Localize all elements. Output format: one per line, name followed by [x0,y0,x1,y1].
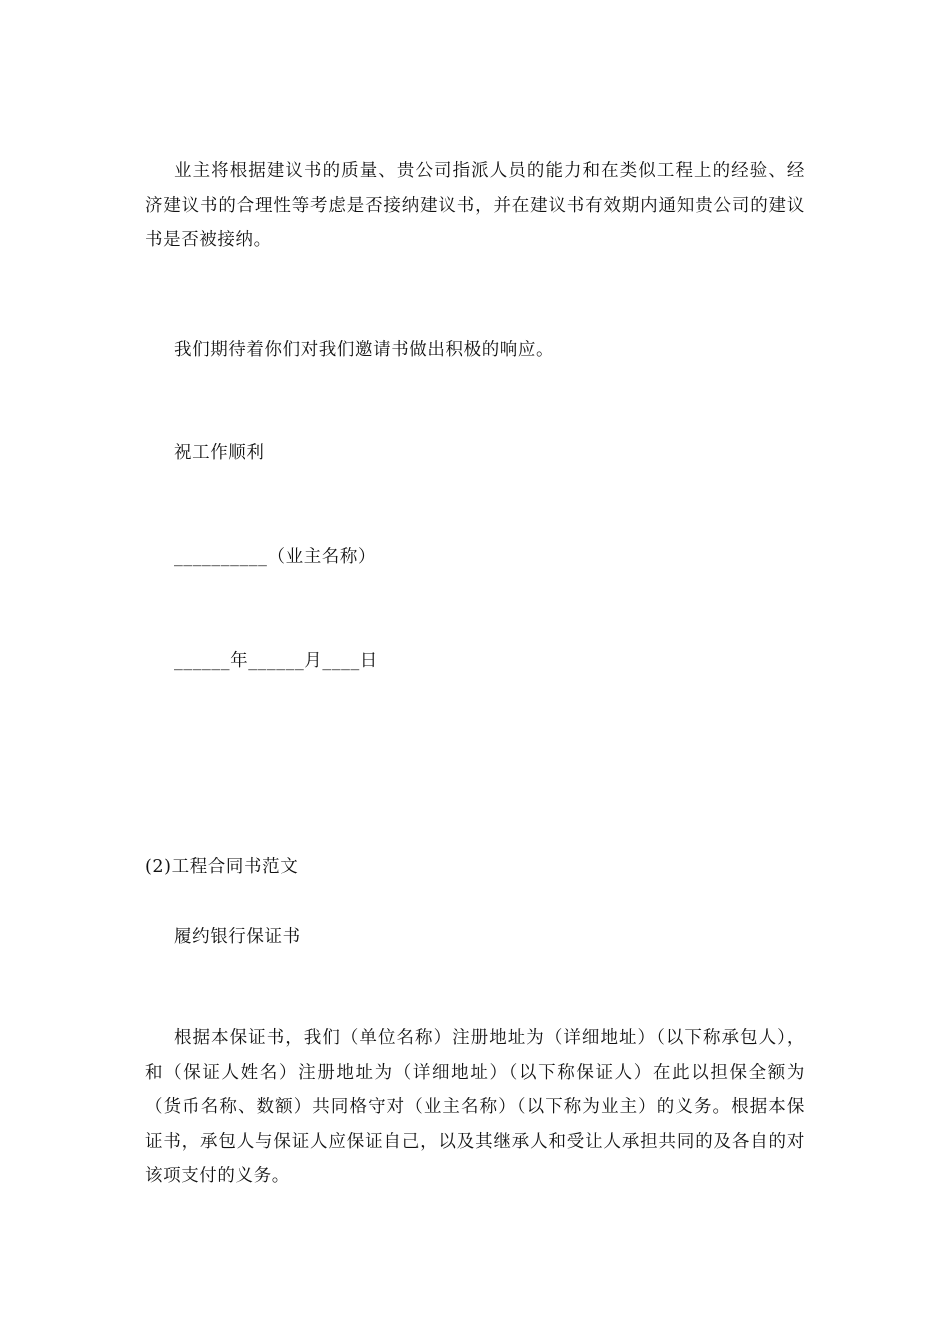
section-heading: (2)工程合同书范文 [145,857,299,877]
date-blank: ______年______月____日 [174,651,378,671]
owner-name-blank: __________（业主名称） [174,547,377,567]
paragraph-evaluation: 业主将根据建议书的质量、贵公司指派人员的能力和在类似工程上的经验、经济建议书的合理性等考虑是否接纳建议书，并在建议书有效期内通知贵公司的建议书是否被接纳。 [145,161,805,250]
section-subheading: 履约银行保证书 [174,927,301,947]
closing-greeting: 祝工作顺利 [174,443,265,463]
paragraph-expectation: 我们期待着你们对我们邀请书做出积极的响应。 [174,340,555,360]
paragraph-guarantee: 根据本保证书，我们（单位名称）注册地址为（详细地址）（以下称承包人），和（保证人姓名）注册地址为（详细地址）（以下称保证人）在此以担保全额为（货币名称、数额）共同格守对（业主名称）（以下称为业主）的义务。根据本保证书，承包人与保证人应保证自己，以及其继承人和受让人承担共同的及各自的对该项支付的义务。 [145,1028,805,1186]
